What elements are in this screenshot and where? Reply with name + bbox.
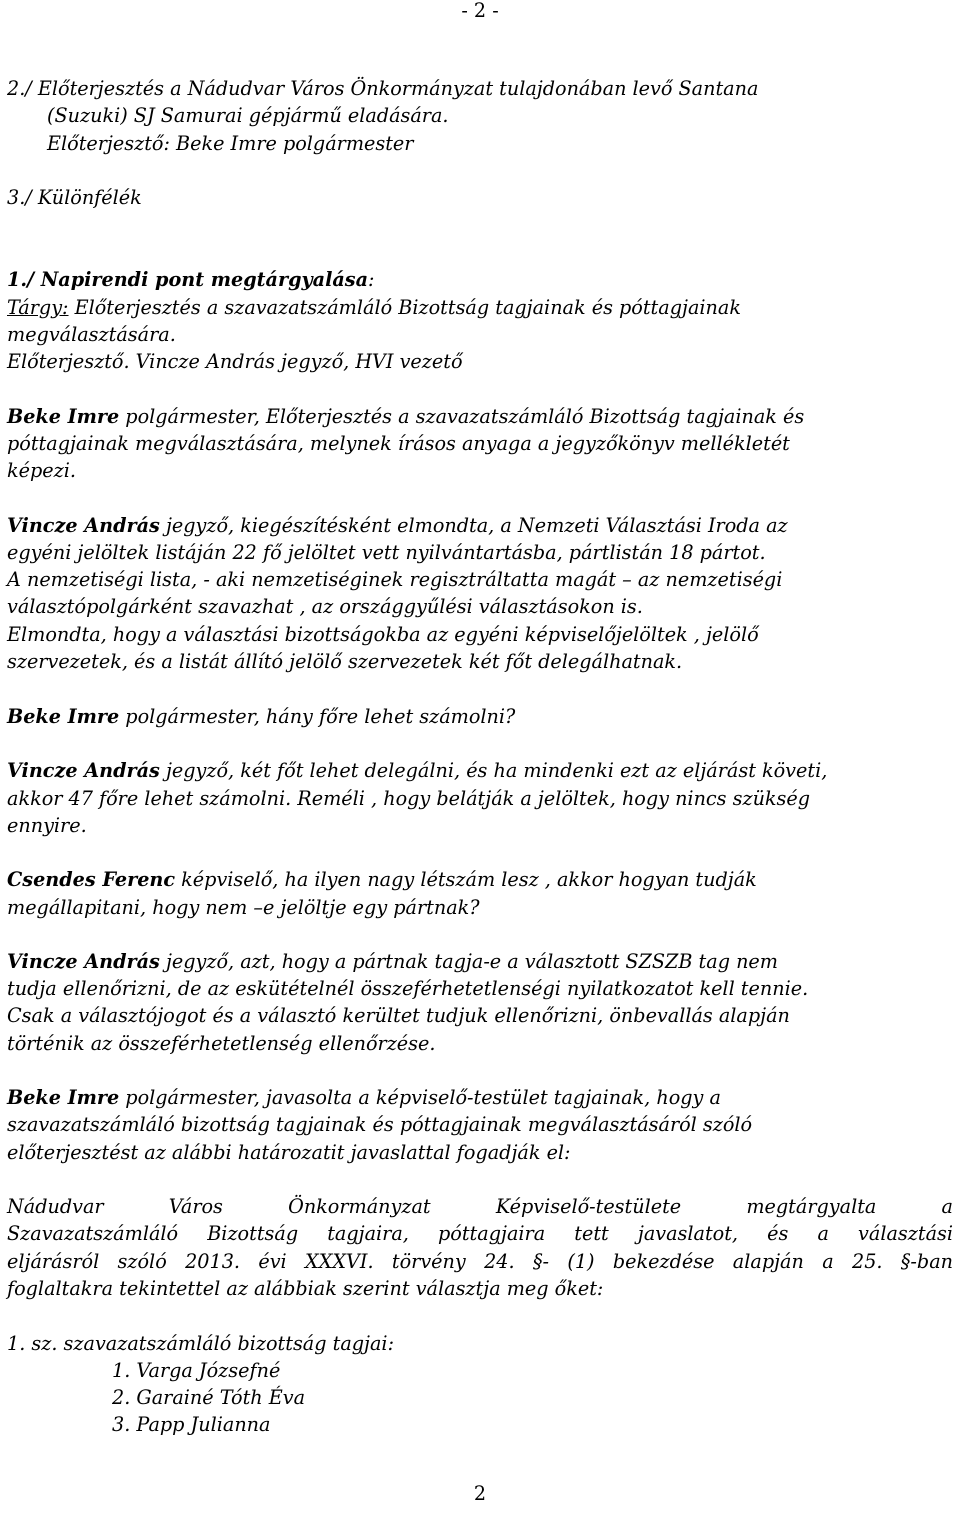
page-marker: - 2 -	[461, 0, 499, 22]
p6-text: jegyző, azt, hogy a pártnak tagja-e a választott SZSZB tag nem	[159, 950, 778, 973]
p1-line-3: képezi.	[7, 459, 76, 482]
subject-line	[7, 294, 953, 321]
p7-text: polgármester, javasolta a képviselő-testület tagjainak, hogy a	[119, 1086, 721, 1109]
p7-line-2: szavazatszámláló bizottság tagjainak és póttagjainak megválasztásáról szóló	[7, 1113, 753, 1136]
p4-text: jegyző, két főt lehet delegálni, és ha mindenki ezt az eljárást követi,	[159, 759, 828, 782]
p1-line-2: póttagjainak megválasztására, melynek írásos anyaga a jegyzőkönyv mellékletét	[7, 432, 790, 455]
p2-text: jegyző, kiegészítésként elmondta, a Nemzeti Választási Iroda az	[159, 514, 788, 537]
p7-line-1	[7, 1084, 953, 1111]
presenter-line	[7, 348, 953, 375]
resolution-line-4: foglaltakra tekintettel az alábbiak szerint választja meg őket:	[7, 1277, 604, 1300]
subject-text: Előterjesztés a szavazatszámláló Bizottság tagjainak és póttagjainak	[68, 296, 741, 319]
committee-member: 2. Garainé Tóth Éva	[112, 1386, 306, 1409]
speaker-name: Beke Imre	[7, 1086, 120, 1109]
p4-line-3: ennyire.	[7, 814, 87, 837]
section-heading-text: 1./ Napirendi pont megtárgyalása	[7, 268, 369, 291]
section-heading	[7, 266, 953, 293]
p5-line-1	[7, 866, 953, 893]
p6-line-1	[7, 948, 953, 975]
resolution-line-1: Nádudvar Város Önkormányzat Képviselő-testülete megtárgyalta a	[7, 1195, 953, 1218]
agenda-item-2: 2./ Előterjesztés a Nádudvar Város Önkormányzat tulajdonában levő Santana	[7, 77, 759, 100]
p7-line-3: előterjesztést az alábbi határozatit javaslattal fogadják el:	[7, 1141, 571, 1164]
p4-line-1	[7, 757, 953, 784]
p2-line-6: szervezetek, és a listát állító jelölő szervezetek két főt delegálhatnak.	[7, 650, 683, 673]
committee-member: 3. Papp Julianna	[112, 1413, 271, 1436]
p2-line-3: A nemzetiségi lista, - aki nemzetiséginek regisztráltatta magát – az nemzetiségi	[7, 568, 783, 591]
p2-line-1	[7, 512, 953, 539]
section-heading-colon: :	[368, 268, 375, 291]
p2-line-5: Elmondta, hogy a választási bizottságokba az egyéni képviselőjelöltek , jelölő	[7, 623, 759, 646]
p3-text: polgármester, hány főre lehet számolni?	[119, 705, 516, 728]
p5-text: képviselő, ha ilyen nagy létszám lesz , akkor hogyan tudják	[175, 868, 757, 891]
p6-line-2: tudja ellenőrizni, de az eskütételnél összeférhetetlenségi nyilatkozatot kell tennie.	[7, 977, 809, 1000]
p6-line-4: történik az összeférhetetlenség ellenőrzése.	[7, 1032, 436, 1055]
speaker-name: Vincze András	[7, 514, 160, 537]
agenda-item-2-cont: (Suzuki) SJ Samurai gépjármű eladására.	[47, 104, 449, 127]
p1-line-1	[7, 403, 953, 430]
page-number: 2	[473, 1482, 487, 1505]
resolution-line-3: eljárásról szóló 2013. évi XXXVI. törvény 24. §- (1) bekezdése alapján a 25. §-ban	[7, 1250, 953, 1273]
presenter-label: Előterjesztő.	[7, 350, 130, 373]
presenter-text: Vincze András jegyző, HVI vezető	[129, 350, 463, 373]
subject-label: Tárgy:	[7, 296, 69, 319]
speaker-name: Csendes Ferenc	[7, 868, 176, 891]
agenda-item-2-presenter: Előterjesztő: Beke Imre polgármester	[47, 132, 414, 155]
committee-title: 1. sz. szavazatszámláló bizottság tagjai:	[7, 1332, 395, 1355]
p5-line-2: megállapitani, hogy nem –e jelöltje egy pártnak?	[7, 896, 480, 919]
p6-line-3: Csak a választójogot és a választó kerültet tudjuk ellenőrizni, önbevallás alapján	[7, 1004, 790, 1027]
speaker-name: Beke Imre	[7, 405, 120, 428]
speaker-name: Beke Imre	[7, 705, 120, 728]
resolution-line-2: Szavazatszámláló Bizottság tagjaira, póttagjaira tett javaslatot, és a választási	[7, 1222, 953, 1245]
agenda-item-3: 3./ Különfélék	[7, 186, 142, 209]
p2-line-2: egyéni jelöltek listáján 22 fő jelöltet vett nyilvántartásba, pártlistán 18 pártot.	[7, 541, 766, 564]
subject-line-2: megválasztására.	[7, 323, 176, 346]
speaker-name: Vincze András	[7, 759, 160, 782]
committee-member: 1. Varga Józsefné	[112, 1359, 281, 1382]
p1-text: polgármester, Előterjesztés a szavazatszámláló Bizottság tagjainak és	[119, 405, 805, 428]
speaker-name: Vincze András	[7, 950, 160, 973]
p4-line-2: akkor 47 főre lehet számolni. Reméli , hogy belátják a jelöltek, hogy nincs szükség	[7, 787, 811, 810]
p3-line-1	[7, 703, 953, 730]
p2-line-4: választópolgárként szavazhat , az országgyűlési választásokon is.	[7, 595, 643, 618]
